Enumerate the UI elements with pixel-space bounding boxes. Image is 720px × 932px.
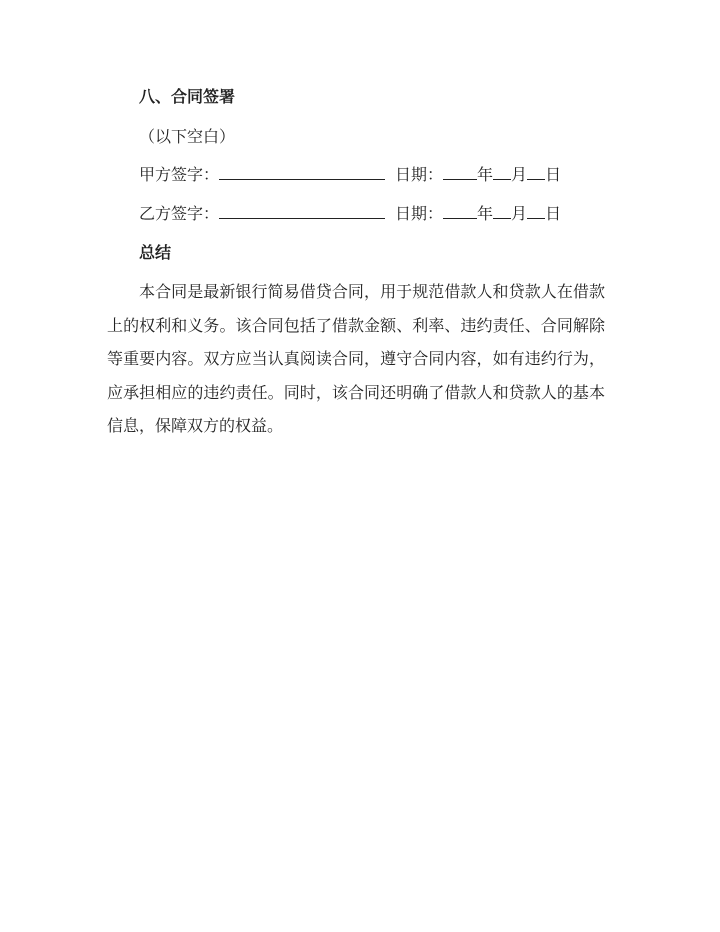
party-a-date-label: 日期： bbox=[395, 165, 444, 184]
party-a-signature-blank bbox=[219, 165, 385, 180]
party-a-year-blank bbox=[443, 165, 477, 180]
party-a-signature-row bbox=[139, 165, 561, 185]
party-a-day-label: 日 bbox=[545, 165, 562, 184]
party-b-day-blank bbox=[527, 204, 545, 219]
party-b-signature-row bbox=[139, 204, 561, 224]
party-b-year-label: 年 bbox=[477, 204, 494, 223]
blank-note: （以下空白） bbox=[139, 127, 236, 146]
party-b-year-blank bbox=[443, 204, 477, 219]
party-b-signature-blank bbox=[219, 204, 385, 219]
party-a-year-label: 年 bbox=[477, 165, 494, 184]
party-b-date-label: 日期： bbox=[395, 204, 444, 223]
summary-paragraph: 本合同是最新银行简易借贷合同，用于规范借款人和贷款人在借款上的权利和义务。该合同包括了借款金额、利率、违约责任、合同解除等重要内容。双方应当认真阅读合同，遵守合同内容，如有违约行为，应承担相应的违约责任。同时，该合同还明确了借款人和贷款人的基本信息，保障双方的权益。 bbox=[107, 282, 605, 435]
party-b-month-blank bbox=[493, 204, 511, 219]
party-b-day-label: 日 bbox=[545, 204, 562, 223]
party-a-month-blank bbox=[493, 165, 511, 180]
party-b-label: 乙方签字： bbox=[139, 204, 220, 223]
section-heading-signing: 八、合同签署 bbox=[139, 87, 236, 106]
party-a-day-blank bbox=[527, 165, 545, 180]
party-a-label: 甲方签字： bbox=[139, 165, 220, 184]
party-b-month-label: 月 bbox=[511, 204, 528, 223]
party-a-month-label: 月 bbox=[511, 165, 528, 184]
section-heading-summary: 总结 bbox=[139, 243, 172, 262]
